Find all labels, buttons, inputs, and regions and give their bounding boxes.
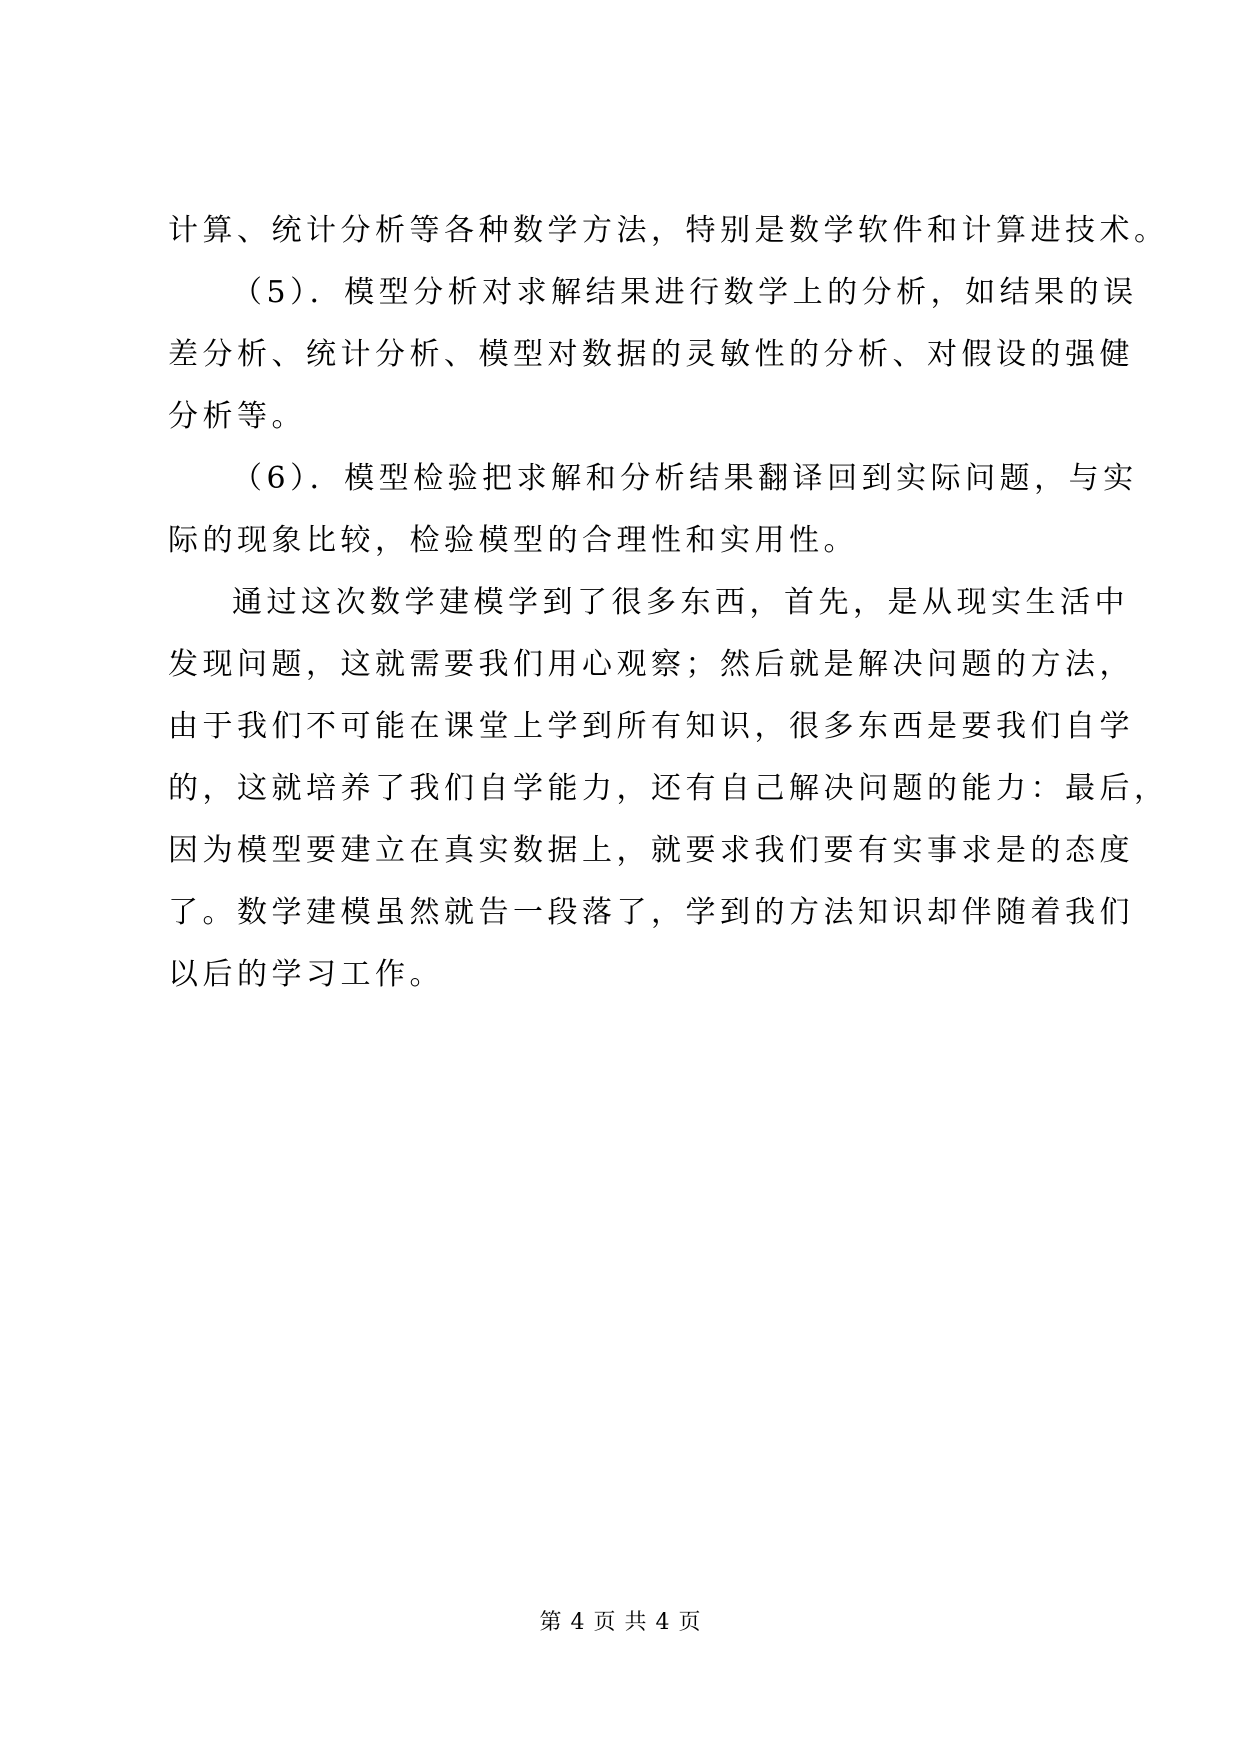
paragraph-line: 际的现象比较，检验模型的合理性和实用性。 — [168, 523, 858, 558]
paragraph-line: 分析等。 — [168, 399, 306, 434]
paragraph-line: 差分析、统计分析、模型对数据的灵敏性的分析、对假设的强健 — [168, 337, 1134, 372]
paragraph-line: 通过这次数学建模学到了很多东西，首先，是从现实生活中 — [232, 585, 1129, 620]
document-body — [168, 200, 1169, 1068]
paragraph-line: 了。数学建模虽然就告一段落了，学到的方法知识却伴随着我们 — [168, 895, 1134, 930]
page-number-footer: 第 4 页 共 4 页 — [539, 1610, 702, 1635]
paragraph-line: 计算、统计分析等各种数学方法，特别是数学软件和计算进技术。 — [168, 213, 1169, 248]
paragraph-line: 发现问题，这就需要我们用心观察；然后就是解决问题的方法， — [168, 647, 1134, 682]
paragraph-reflection — [168, 572, 1169, 1068]
paragraph-line: 由于我们不可能在课堂上学到所有知识，很多东西是要我们自学 — [168, 709, 1134, 744]
paragraph-line: （5）．模型分析对求解结果进行数学上的分析，如结果的误 — [232, 275, 1138, 310]
paragraph-line: （6）．模型检验把求解和分析结果翻译回到实际问题，与实 — [232, 461, 1138, 496]
paragraph-line: 以后的学习工作。 — [168, 957, 444, 992]
paragraph-line — [168, 1006, 1088, 1068]
paragraph-model-validation — [168, 448, 1138, 572]
paragraph-line: 的，这就培养了我们自学能力，还有自己解决问题的能力：最后， — [168, 771, 1169, 806]
paragraph-line: 因为模型要建立在真实数据上，就要求我们要有实事求是的态度 — [168, 833, 1134, 868]
paragraph-model-analysis — [168, 262, 1138, 448]
paragraph-computation-methods — [168, 200, 1169, 262]
